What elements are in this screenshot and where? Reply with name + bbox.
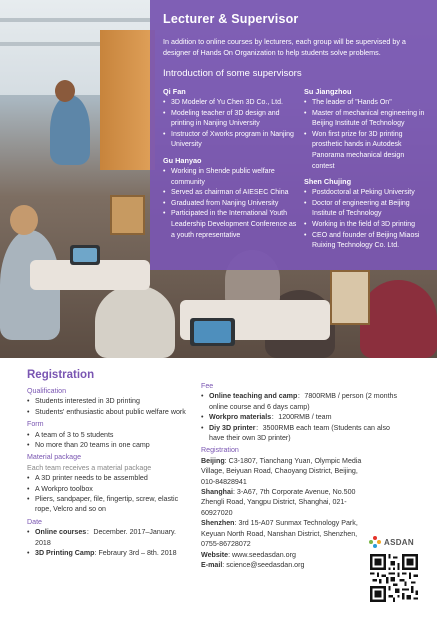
supervisor-point: • Modeling teacher of 3D design and printing in Nanjing University: [163, 109, 298, 130]
photo-3d-printer: [330, 270, 370, 325]
asdan-logo-mark-icon: [369, 536, 381, 548]
supervisor-point: • CEO and founder of Beijing Miaosi Ruixing Technology Co. Ltd.: [304, 231, 425, 252]
qualification-item: • Students interested in 3D printing: [27, 396, 187, 406]
supervisor-point: • Working in the field of 3D printing: [304, 220, 425, 231]
panel-subtitle: Introduction of some supervisors: [163, 68, 302, 79]
email-link[interactable]: : science@seedasdan.org: [222, 560, 305, 569]
supervisor-point: • Graduated from Nanjing University: [163, 199, 298, 210]
photo-person-head: [55, 80, 75, 102]
qr-code: [370, 554, 418, 602]
supervisor-point: • The leader of "Hands On": [304, 98, 425, 109]
contact-city: Shenzhen: [201, 519, 235, 528]
date-item-value: ：December. 2017–January. 2018: [35, 528, 177, 547]
date-item-key: 3D Printing Camp: [35, 549, 95, 558]
supervisor-name: Shen Chujing: [304, 177, 352, 187]
qualification-label: Qualification: [27, 387, 67, 395]
date-label: Date: [27, 517, 42, 526]
date-item: [27, 548, 187, 558]
fee-item: [201, 391, 406, 412]
photo-person: [50, 95, 90, 165]
fee-item-key: Online teaching and camp: [209, 392, 298, 401]
contact-list: [201, 456, 366, 570]
qualification-item: • Students' enthusiastic about public welfare work: [27, 407, 187, 417]
contact-address: : 3rd 15-A07 Sunmax Technology Park, Keyuan North Road, Nanshan District, Shenzhen, 0755-86728072: [201, 519, 358, 549]
registration-title: Registration: [27, 369, 95, 381]
fee-item-value: ：3500RMB each team (Students can also have their own 3D printer): [209, 423, 390, 443]
registration-section: [0, 358, 437, 621]
supervisor-card: [163, 87, 298, 151]
contact-email[interactable]: [201, 560, 366, 570]
fee-item: [201, 412, 406, 422]
form-item: • No more than 20 teams in one camp: [27, 440, 187, 450]
supervisor-point: • Instructor of Xworks program in Nanjing University: [163, 130, 298, 151]
photo-3d-printer: [110, 195, 145, 235]
registration-left-column: [27, 384, 187, 559]
contact-label: Registration: [201, 446, 239, 455]
fee-item: [201, 423, 406, 444]
contact-city: Shanghai: [201, 488, 233, 497]
contact-key: E-mail: [201, 560, 223, 569]
photo-laptop-screen: [73, 248, 97, 262]
photo-tablet-screen: [194, 321, 231, 343]
fee-item-value: ：7800RMB / person (2 months online course and 6 days camp): [209, 392, 398, 411]
date-item-key: Online courses: [35, 528, 87, 537]
contact-shanghai: [201, 487, 366, 518]
photo-person: [95, 285, 175, 358]
fee-item-value: ：1200RMB / team: [271, 413, 332, 422]
supervisor-point: • Served as chairman of AIESEC China: [163, 188, 298, 199]
photo-person: [360, 280, 437, 358]
fee-item-key: Diy 3D printer: [209, 423, 256, 432]
contact-address: : C3-1807, Tianchang Yuan, Olympic Media Village, Beiyuan Road, Chaoyang District, Beijing, 010-84828941: [201, 456, 362, 486]
date-item: [27, 527, 187, 548]
photo-wall: [100, 30, 155, 170]
contact-key: Website: [201, 550, 229, 559]
supervisor-point: • Master of mechanical engineering in Beijing Institute of Technology: [304, 109, 425, 130]
contact-beijing: [201, 456, 366, 487]
date-item-value: : Febraury 3rd – 8th. 2018: [94, 549, 177, 558]
supervisor-name: Gu Hanyao: [163, 155, 202, 165]
panel-intro: In addition to online courses by lecturers, each group will be supervised by a designer of Hands On Organization to help students solve problems.: [163, 37, 406, 57]
material-item: • A 3D printer needs to be assembled: [27, 473, 187, 483]
supervisor-columns: [163, 87, 425, 257]
supervisor-point: • Won first prize for 3D printing prosthetic hands in Autodesk Panorama mechanical design contest: [304, 130, 425, 172]
supervisor-point: • Doctor of engineering at Beijing Institute of Technology: [304, 199, 425, 220]
supervisor-card: [304, 87, 425, 172]
fee-label: Fee: [201, 382, 214, 390]
supervisor-column-left: [163, 87, 298, 257]
contact-website[interactable]: [201, 550, 366, 560]
supervisor-point: • Working in Shende public welfare community: [163, 167, 298, 188]
photo-person-head: [10, 205, 38, 235]
material-item: • Pliers, sandpaper, file, fingertip, screw, elastic rope, Velcro and so on: [27, 494, 187, 515]
asdan-logo-text: ASDAN: [384, 537, 414, 547]
material-label: Material package: [27, 453, 82, 462]
supervisor-name: Qi Fan: [163, 87, 186, 96]
form-label: Form: [27, 420, 44, 429]
supervisors-panel: [150, 0, 437, 270]
supervisor-name: Su Jiangzhou: [304, 87, 352, 96]
supervisor-point: • Postdoctoral at Peking University: [304, 188, 425, 199]
form-item: • A team of 3 to 5 students: [27, 430, 187, 440]
contact-shenzhen: [201, 518, 366, 549]
panel-title: Lecturer & Supervisor: [163, 12, 299, 26]
supervisor-point: • Participated in the International Youth Leadership Development Conference as a youth representative: [163, 209, 298, 241]
material-note: Each team receives a material package: [27, 463, 152, 472]
supervisor-card: [163, 156, 298, 241]
photo-beam: [0, 18, 150, 22]
material-item: • A Workpro toolbox: [27, 484, 187, 494]
supervisor-column-right: [304, 87, 425, 257]
asdan-logo: [369, 535, 424, 549]
website-link[interactable]: : www.seedasdan.org: [228, 550, 296, 559]
supervisor-card: [304, 177, 425, 252]
qr-code-icon: [370, 554, 418, 602]
contact-address: : 3-A67, 7th Corporate Avenue, No.500 Zhengli Road, Yangpu District, Shanghai, 021-60927020: [201, 488, 356, 517]
contact-city: Beijing: [201, 456, 225, 465]
supervisor-point: • 3D Modeler of Yu Chen 3D Co., Ltd.: [163, 98, 298, 109]
fee-item-key: Workpro materials: [209, 413, 272, 422]
